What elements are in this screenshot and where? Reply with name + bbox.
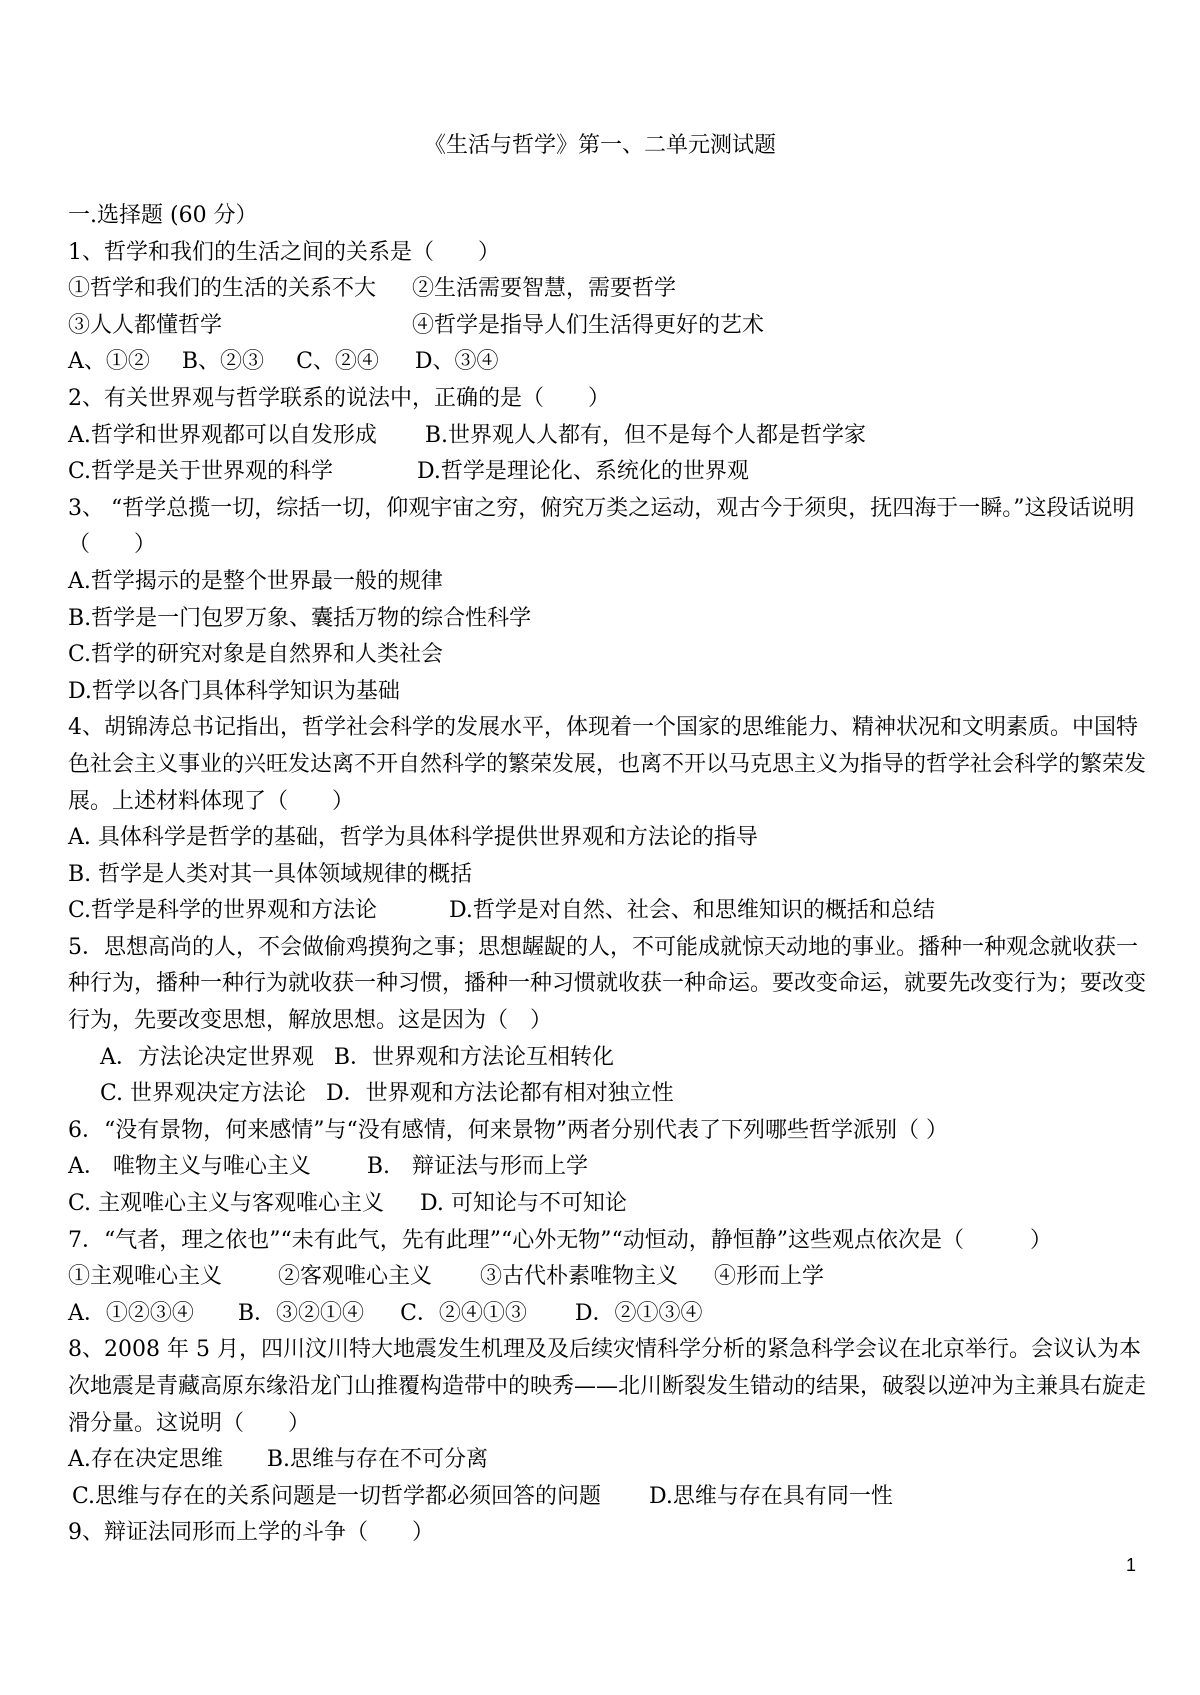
question-4-option-a: A. 具体科学是哲学的基础，哲学为具体科学提供世界观和方法论的指导 bbox=[68, 825, 758, 851]
question-8-options-row-2 bbox=[68, 1479, 1148, 1516]
statement-4: ④哲学是指导人们生活得更好的艺术 bbox=[412, 312, 765, 338]
question-3-option-c: C.哲学的研究对象是自然界和人类社会 bbox=[68, 642, 444, 668]
question-7-stem: 7．“气者，理之依也”“未有此气，先有此理”“心外无物”“动恒动，静恒静”这些观点依次是（ ） bbox=[68, 1227, 1052, 1253]
option-a: A． 唯物主义与唯心主义 bbox=[68, 1154, 311, 1180]
question-2-options-row-2 bbox=[68, 454, 1148, 491]
option-d: D.哲学是对自然、社会、和思维知识的概括和总结 bbox=[449, 898, 935, 924]
option-c: C. 世界观决定方法论 bbox=[100, 1081, 307, 1107]
option-b: B.思维与存在不可分离 bbox=[266, 1447, 489, 1473]
option-a: A．①②③④ bbox=[68, 1300, 194, 1326]
question-4-option-b: B. 哲学是人类对其一具体领域规律的概括 bbox=[68, 861, 473, 887]
question-5-options-row-1 bbox=[68, 1040, 1148, 1077]
statement-4: ④形而上学 bbox=[714, 1264, 825, 1290]
option-a: A.哲学和世界观都可以自发形成 bbox=[68, 422, 377, 448]
option-b: B. 辩证法与形而上学 bbox=[366, 1154, 589, 1180]
option-c: C.哲学是科学的世界观和方法论 bbox=[68, 898, 378, 924]
option-b: B．世界观和方法论互相转化 bbox=[333, 1044, 615, 1070]
question-4-stem: 4、胡锦涛总书记指出，哲学社会科学的发展水平，体现着一个国家的思维能力、精神状况和文明素质。中国特色社会主义事业的兴旺发达离不开自然科学的繁荣发展，也离不开以马克思主义为指导的哲学社会科学的繁荣发展。上述材料体现了（ ） bbox=[68, 715, 1147, 814]
option-c: C、②④ bbox=[296, 349, 379, 375]
question-3-option-a: A.哲学揭示的是整个世界最一般的规律 bbox=[68, 568, 443, 594]
option-b: B、②③ bbox=[181, 349, 265, 375]
page-title: 《生活与哲学》第一、二单元测试题 bbox=[423, 133, 776, 158]
option-b: B.世界观人人都有，但不是每个人都是哲学家 bbox=[424, 422, 867, 448]
option-d: D、③④ bbox=[414, 349, 499, 375]
option-a: A．方法论决定世界观 bbox=[100, 1044, 314, 1070]
option-d: D.哲学是理论化、系统化的世界观 bbox=[417, 459, 749, 485]
option-c: C.思维与存在的关系问题是一切哲学都必须回答的问题 bbox=[72, 1483, 602, 1509]
statement-3: ③人人都懂哲学 bbox=[68, 312, 223, 338]
question-1-stem: 1、哲学和我们的生活之间的关系是（ ） bbox=[68, 239, 500, 265]
question-1-options bbox=[68, 344, 1148, 381]
statement-3: ③古代朴素唯物主义 bbox=[480, 1264, 679, 1290]
option-d: D.思维与存在具有同一性 bbox=[649, 1483, 893, 1509]
question-3-option-d: D.哲学以各门具体科学知识为基础 bbox=[68, 678, 400, 704]
question-9-stem: 9、辩证法同形而上学的斗争（ ） bbox=[68, 1520, 434, 1546]
question-3-stem: 3、 “哲学总揽一切，综括一切，仰观宇宙之穷，俯究万类之运动，观古今于须臾，抚四海于一瞬。”这段话说明（ ） bbox=[68, 495, 1135, 558]
option-d: D．②①③④ bbox=[574, 1300, 703, 1326]
question-list bbox=[68, 198, 1148, 1552]
question-1-statements-row-1 bbox=[68, 271, 1148, 308]
question-2-stem: 2、有关世界观与哲学联系的说法中，正确的是（ ） bbox=[68, 385, 610, 411]
option-c: C. 主观唯心主义与客观唯心主义 bbox=[68, 1191, 385, 1217]
question-5-options-row-2 bbox=[68, 1076, 1148, 1113]
option-d: D．世界观和方法论都有相对独立性 bbox=[326, 1081, 674, 1107]
option-d: D. 可知论与不可知论 bbox=[420, 1191, 627, 1217]
question-1-statements-row-2 bbox=[68, 308, 1148, 345]
option-c: C.哲学是关于世界观的科学 bbox=[68, 459, 334, 485]
statement-1: ①哲学和我们的生活的关系不大 bbox=[68, 276, 377, 302]
question-8-stem: 8、2008 年 5 月，四川汶川特大地震发生机理及及后续灾情科学分析的紧急科学会议在北京举行。会议认为本次地震是青藏高原东缘沿龙门山推覆构造带中的映秀——北川断裂发生错动的结果，破裂以逆冲为主兼具右旋走滑分量。这说明（ ） bbox=[68, 1337, 1147, 1436]
option-a: A.存在决定思维 bbox=[68, 1447, 223, 1473]
page-number: 1 bbox=[1126, 1555, 1137, 1575]
option-c: C．②④①③ bbox=[400, 1300, 527, 1326]
question-7-options bbox=[68, 1296, 1148, 1333]
statement-2: ②客观唯心主义 bbox=[278, 1264, 433, 1290]
question-8-options-row-1 bbox=[68, 1442, 1148, 1479]
question-2-options-row-1 bbox=[68, 418, 1148, 455]
question-7-statements bbox=[68, 1259, 1148, 1296]
question-5-stem: 5．思想高尚的人，不会做偷鸡摸狗之事；思想龌龊的人，不可能成就惊天动地的事业。播种一种观念就收获一种行为，播种一种行为就收获一种习惯，播种一种习惯就收获一种命运。要改变命运，就要先改变行为；要改变行为，先要改变思想，解放思想。这是因为（ ） bbox=[68, 934, 1147, 1034]
question-6-options-row-2 bbox=[68, 1186, 1148, 1223]
question-3-option-b: B.哲学是一门包罗万象、囊括万物的综合性科学 bbox=[68, 605, 532, 631]
question-6-options-row-1 bbox=[68, 1149, 1148, 1186]
statement-1: ①主观唯心主义 bbox=[68, 1264, 223, 1290]
option-a: A、①② bbox=[68, 349, 150, 375]
question-6-stem: 6．“没有景物，何来感情”与“没有感情，何来景物”两者分别代表了下列哪些哲学派别（ ） bbox=[68, 1117, 948, 1143]
section-heading: 一.选择题 (60 分） bbox=[68, 203, 258, 228]
question-4-options-row-3 bbox=[68, 893, 1148, 930]
option-b: B．③②①④ bbox=[237, 1300, 365, 1326]
statement-2: ②生活需要智慧，需要哲学 bbox=[412, 276, 677, 302]
